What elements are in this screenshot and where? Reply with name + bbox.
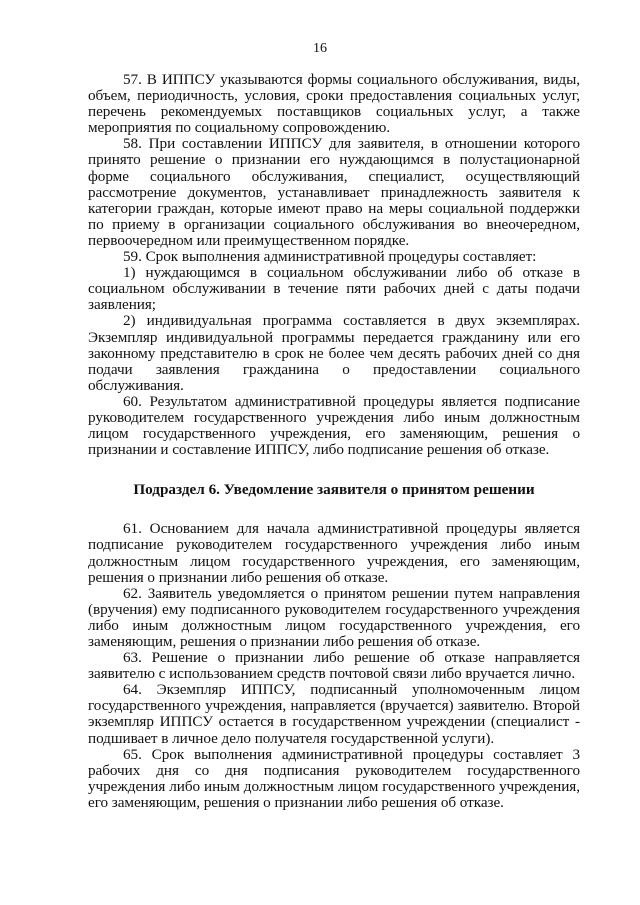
paragraph-63: 63. Решение о признании либо решение об отказе направляется заявителю с использованием средств почтовой связи либо вручается лично. bbox=[88, 649, 580, 683]
page-number: 16 bbox=[313, 41, 327, 56]
page-body bbox=[88, 72, 580, 811]
paragraph-61: 61. Основанием для начала административной процедуры является подписание руководителем государственного учреждения либо иным должностным лицом государственного учреждения, его заменяющим, решения о признании либо решения об отказе. bbox=[88, 520, 580, 586]
paragraph-57: 57. В ИППСУ указываются формы социального обслуживания, виды, объем, периодичность, условия, сроки предоставления социальных услуг, перечень рекомендуемых поставщиков социальных услуг, а также мероприятия по социальному сопровождению. bbox=[88, 71, 580, 137]
paragraph-62: 62. Заявитель уведомляется о принятом решении путем направления (вручения) ему подписанного руководителем государственного учреждения либо иным должностным лицом государственного учреждения, его заменяющим, решения о признании либо решения об отказе. bbox=[88, 584, 580, 650]
paragraph-65: 65. Срок выполнения административной процедуры составляет 3 рабочих дня со дня подписания руководителем государственного учреждения либо иным должностным лицом государственного учреждения, его заменяющим, решения о признании либо решения об отказе. bbox=[88, 745, 580, 811]
paragraph-64: 64. Экземпляр ИППСУ, подписанный уполномоченным лицом государственного учреждения, направляется (вручается) заявителю. Второй экземпляр ИППСУ остается в государственном учреждении (специалист - подшивает в личное дело получателя государственной услуги). bbox=[88, 681, 580, 747]
paragraph-59: 59. Срок выполнения административной процедуры составляет: bbox=[123, 248, 537, 266]
spacer bbox=[88, 498, 580, 521]
list-item-59-1: 1) нуждающимся в социальном обслуживании либо об отказе в социальном обслуживании в течение пяти рабочих дней с даты подачи заявления; bbox=[88, 264, 580, 314]
paragraph-58: 58. При составлении ИППСУ для заявителя, в отношении которого принято решение о признании его нуждающимся в полустационарной форме социального обслуживания, специалист, осуществляющий рассмотрение документов, устанавливает принадлежность заявителя к категории граждан, которые имеют право на меры социальной поддержки по приему в организации социального обслуживания во внеочередном, первоочередном или преимущественном порядке. bbox=[88, 135, 580, 249]
subsection-heading: Подраздел 6. Уведомление заявителя о принятом решении bbox=[133, 481, 535, 499]
list-item-59-2: 2) индивидуальная программа составляется в двух экземплярах. Экземпляр индивидуальной программы передается гражданину или его законному представителю в срок не более чем десять рабочих дней со дня подачи заявления гражданина о предоставлении социального обслуживания. bbox=[88, 312, 580, 394]
paragraph-60: 60. Результатом административной процедуры является подписание руководителем государственного учреждения либо иным должностным лицом государственного учреждения, его заменяющим, решения о признании и составление ИППСУ, либо подписание решения об отказе. bbox=[88, 392, 580, 459]
spacer bbox=[88, 458, 580, 482]
